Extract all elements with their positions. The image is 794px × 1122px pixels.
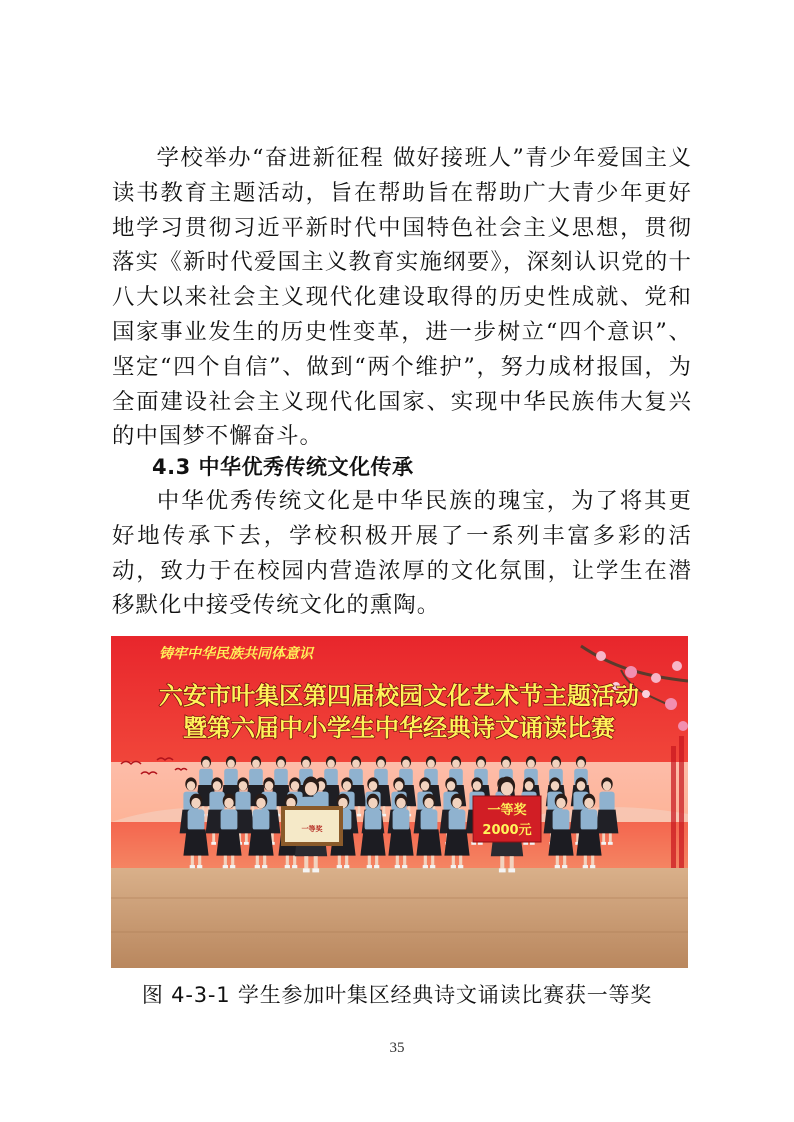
paragraph-text: 学校举办“奋进新征程 做好接班人”青少年爱国主义读书教育主题活动，旨在帮助旨在帮助广大青少年更好地学习贯彻习近平新时代中国特色社会主义思想，贯彻落实《新时代爱国主义教育实施纲要》，深刻认识党的十八大以来社会主义现代化建设取得的历史性成就、党和国家事业发生的历史性变革，进一步树立“四个意识”、坚定“四个自信”、做到“两个维护”，努力成材报国，为全面建设社会主义现代化国家、实现中华民族伟大复兴的中国梦不懈奋斗。 <box>112 145 692 450</box>
paragraph-text: 中华优秀传统文化是中华民族的瑰宝，为了将其更好地传承下去，学校积极开展了一系列丰富多彩的活动，致力于在校园内营造浓厚的文化氛围，让学生在潜移默化中接受传统文化的熏陶。 <box>112 488 692 619</box>
event-photo <box>111 636 688 968</box>
stage-photo-illustration <box>111 636 688 968</box>
figure-caption: 图 4-3-1 学生参加叶集区经典诗文诵读比赛获一等奖 <box>141 983 653 1007</box>
stage-floor <box>111 868 688 968</box>
banner-slogan: 铸牢中华民族共同体意识 <box>159 646 313 662</box>
prize-board-line1: 一等奖 <box>487 803 527 818</box>
paragraph-patriotic-education <box>112 141 692 454</box>
award-certificate <box>281 806 343 846</box>
banner-title-line2: 暨第六届中小学生中华经典诗文诵读比赛 <box>183 714 615 742</box>
certificate-text: 一等奖 <box>301 825 323 833</box>
banner-title-line1: 六安市叶集区第四届校园文化艺术节主题活动 <box>159 682 639 710</box>
prize-board-line2: 2000元 <box>482 823 532 838</box>
paragraph-traditional-culture <box>112 484 692 623</box>
prize-board <box>473 796 541 842</box>
page-number: 35 <box>389 1040 405 1056</box>
section-heading: 4.3 中华优秀传统文化传承 <box>152 455 414 479</box>
